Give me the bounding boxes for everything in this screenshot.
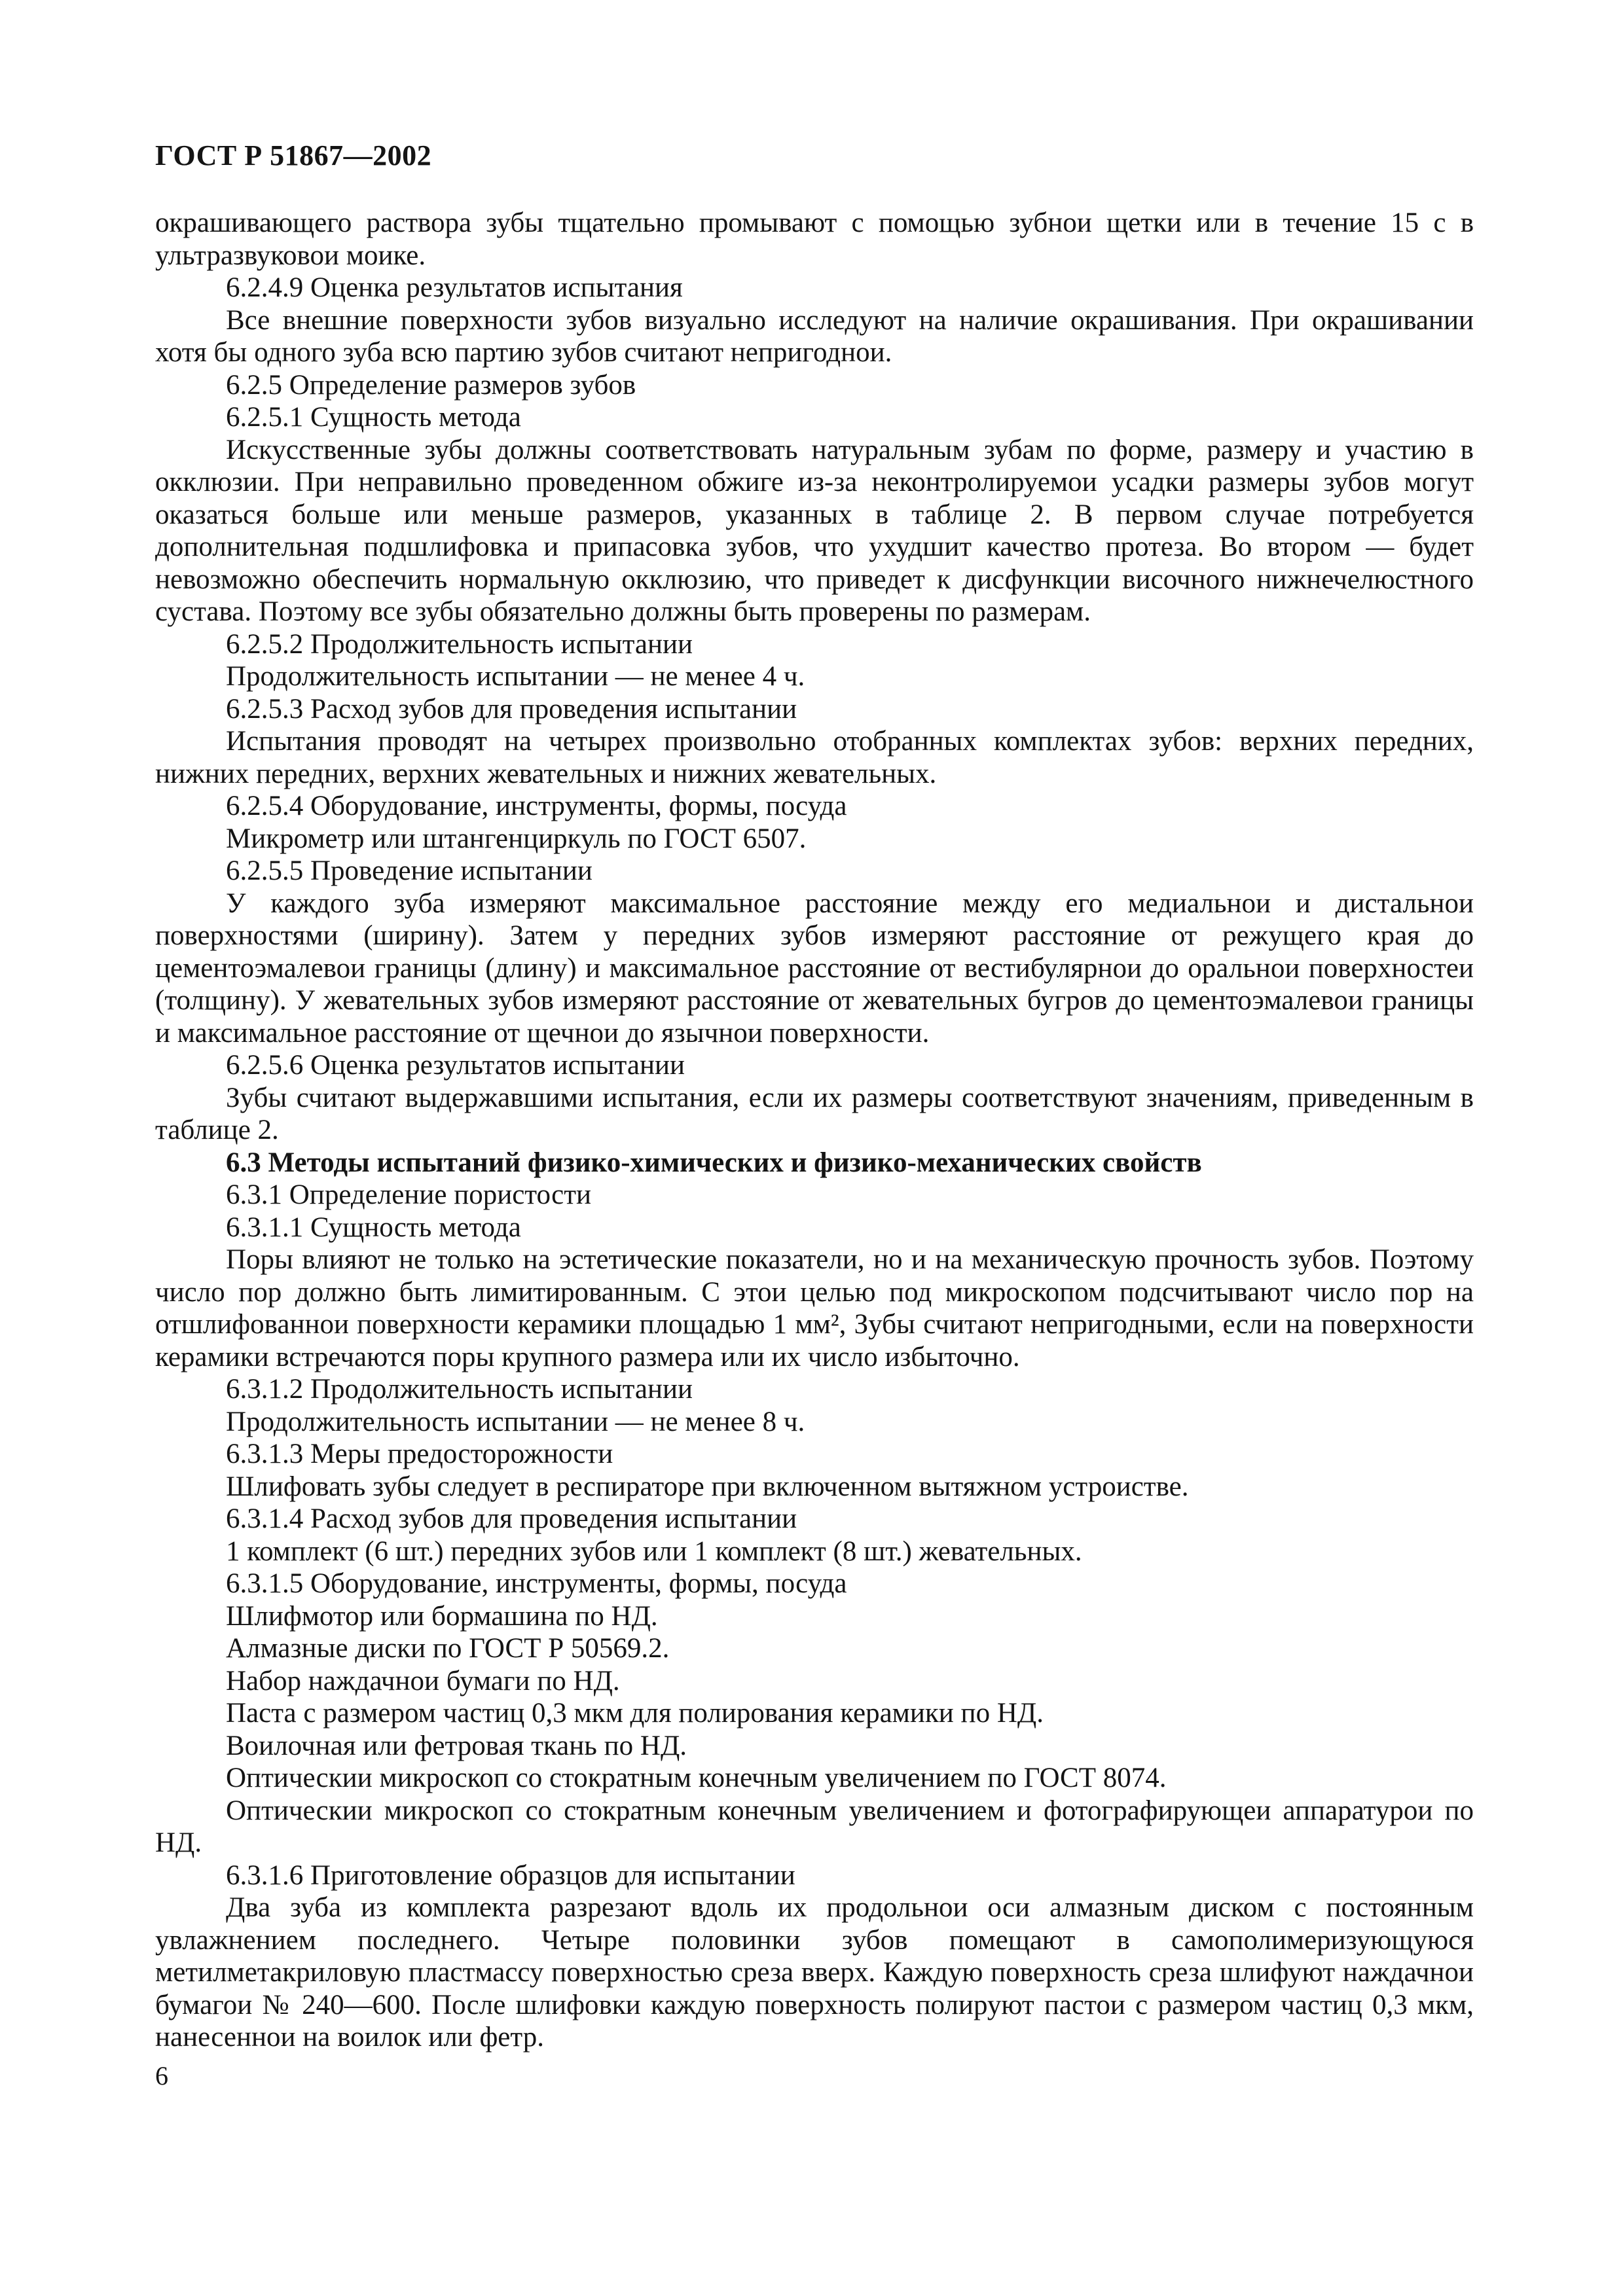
paragraph: 6.3.1 Определение пористости: [226, 1179, 591, 1210]
paragraph: 6.2.5.6 Оценка результатов испытании: [226, 1050, 685, 1081]
paragraph: Шлифовать зубы следует в респираторе при включенном вытяжном устроистве.: [226, 1471, 1189, 1502]
paragraph: Зубы считают выдержавшими испытания, если их размеры соответствуют значениям, приведенным в таблице 2.: [155, 1082, 1474, 1145]
paragraph: Набор наждачнои бумаги по НД.: [226, 1665, 620, 1696]
paragraph: Два зуба из комплекта разрезают вдоль их продольнои оси алмазным диском с постоянным увлажнением последнего. Четыре половинки зубов помещают в самополимеризующуюся метилметакриловую пластмассу поверхностью среза вверх. Каждую поверхность среза шлифуют наждачнои бумагои № 240—600. После шлифовки каждую поверхность полируют пастои с размером частиц 0,3 мкм, нанесеннои на воилок или фетр.: [155, 1892, 1474, 2053]
page-number: 6: [155, 2061, 168, 2090]
document-body: [155, 207, 1474, 2054]
paragraph: 6.2.5.3 Расход зубов для проведения испытании: [226, 693, 797, 725]
paragraph: Оптическии микроскоп со стократным конечным увеличением и фотографирующеи аппаратурои по НД.: [155, 1795, 1474, 1858]
paragraph: 6.3.1.6 Приготовление образцов для испытании: [226, 1859, 795, 1891]
paragraph: Поры влияют не только на эстетические показатели, но и на механическую прочность зубов. Поэтому число пор должно быть лимитированным. С этои целью под микроскопом подсчитывают число пор на отшлифованнои поверхности керамики площадью 1 мм², Зубы считают непригодными, если на поверхности керамики встречаются поры крупного размера или их число избыточно.: [155, 1244, 1474, 1372]
paragraph: Микрометр или штангенциркуль по ГОСТ 6507.: [226, 823, 807, 854]
paragraph: 6.3.1.5 Оборудование, инструменты, формы, посуда: [226, 1568, 847, 1599]
paragraph: Оптическии микроскоп со стократным конечным увеличением по ГОСТ 8074.: [226, 1763, 1167, 1793]
paragraph: 6.2.5 Определение размеров зубов: [226, 369, 636, 401]
paragraph: окрашивающего раствора зубы тщательно промывают с помощью зубнои щетки или в течение 15 с в ультразвуковои моике.: [155, 207, 1474, 271]
paragraph: 6.2.4.9 Оценка результатов испытания: [226, 272, 683, 303]
paragraph: Воилочная или фетровая ткань по НД.: [226, 1730, 687, 1761]
paragraph: 6.3.1.1 Сущность метода: [226, 1211, 521, 1243]
page-header-doc-code: ГОСТ Р 51867—2002: [155, 139, 432, 171]
paragraph: Испытания проводят на четырех произвольно отобранных комплектах зубов: верхних передних, нижних передних, верхних жевательных и нижних жевательных.: [155, 726, 1474, 789]
paragraph: 6.3.1.2 Продолжительность испытании: [226, 1374, 693, 1405]
paragraph: Искусственные зубы должны соответствовать натуральным зубам по форме, размеру и участию в окклюзии. При неправильно проведенном обжиге из-за неконтролируемои усадки размеры зубов могут оказаться больше или меньше размеров, указанных в таблице 2. В первом случае потребуется дополнительная подшлифовка и припасовка зубов, что ухудшит качество протеза. Во втором — будет невозможно обеспечить нормальную окклюзию, что приведет к дисфункции височного нижнечелюстного сустава. Поэтому все зубы обязательно должны быть проверены по размерам.: [155, 434, 1474, 627]
paragraph: Продолжительность испытании — не менее 8 ч.: [226, 1406, 805, 1437]
paragraph: 6.3.1.3 Меры предосторожности: [226, 1439, 613, 1469]
paragraph: Шлифмотор или бормашина по НД.: [226, 1600, 658, 1632]
paragraph: 1 комплект (6 шт.) передних зубов или 1 комплект (8 шт.) жевательных.: [226, 1535, 1082, 1567]
paragraph: Все внешние поверхности зубов визуально исследуют на наличие окрашивания. При окрашивании хотя бы одного зуба всю партию зубов считают непригоднои.: [155, 304, 1474, 368]
paragraph: Продолжительность испытании — не менее 4 ч.: [226, 661, 805, 692]
paragraph: Паста с размером частиц 0,3 мкм для полирования керамики по НД.: [226, 1698, 1044, 1729]
paragraph: 6.2.5.5 Проведение испытании: [226, 855, 593, 886]
paragraph: 6.3.1.4 Расход зубов для проведения испытании: [226, 1503, 797, 1534]
paragraph: 6.2.5.1 Сущность метода: [226, 402, 521, 433]
paragraph: 6.2.5.2 Продолжительность испытании: [226, 628, 693, 660]
paragraph: 6.2.5.4 Оборудование, инструменты, формы, посуда: [226, 791, 847, 821]
paragraph: У каждого зуба измеряют максимальное расстояние между его медиальнои и дистальнои поверхностями (ширину). Затем у передних зубов измеряют расстояние от режущего края до цементоэмалевои границы (длину) и максимальное расстояние от вестибулярнои до оральнои поверхностеи (толщину). У жевательных зубов измеряют расстояние от жевательных бугров до цементоэмалевои границы и максимальное расстояние от щечнои до язычнои поверхности.: [155, 888, 1474, 1049]
paragraph: Алмазные диски по ГОСТ Р 50569.2.: [226, 1633, 670, 1664]
section-heading: 6.3 Методы испытаний физико-химических и физико-механических свойств: [226, 1147, 1202, 1178]
